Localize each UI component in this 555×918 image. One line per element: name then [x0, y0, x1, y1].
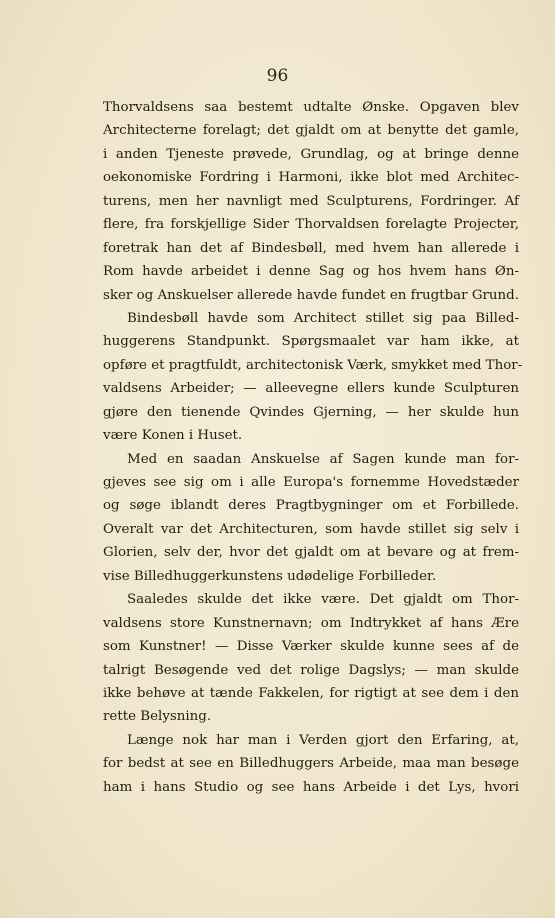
text-line: Architecterne forelagt; det gjaldt om at benytte det gamle, — [103, 123, 519, 139]
paragraph-start-line: Med en saadan Anskuelse af Sagen kunde man for- — [127, 451, 519, 467]
text-line: turens, men her navnligt med Sculpturens, Fordringer. Af — [103, 193, 519, 209]
text-line: for bedst at see en Billedhuggers Arbeide, maa man besøge — [103, 756, 519, 772]
body-text — [103, 96, 523, 799]
text-line: Thorvaldsens saa bestemt udtalte Ønske. Opgaven blev — [103, 100, 519, 115]
text-line: Rom havde arbeidet i denne Sag og hos hvem hans Øn- — [103, 264, 519, 280]
text-line: sker og Anskuelser allerede havde fundet en frugtbar Grund. — [103, 287, 519, 303]
text-line: oekonomiske Fordring i Harmoni, ikke blot med Architec- — [103, 170, 519, 186]
text-line: Glorien, selv der, hvor det gjaldt om at bevare og at frem- — [103, 545, 519, 561]
text-line: og søge iblandt deres Pragtbygninger om et Forbillede. — [103, 498, 519, 514]
paragraph-start-line: Bindesbøll havde som Architect stillet sig paa Billed- — [127, 310, 519, 326]
text-line: opføre et pragtfuldt, architectonisk Værk, smykket med Thor- — [103, 357, 523, 373]
text-line: foretrak han det af Bindesbøll, med hvem han allerede i — [103, 240, 519, 256]
text-line: gjøre den tienende Qvindes Gjerning, — her skulde hun — [103, 404, 519, 420]
text-line: Overalt var det Architecturen, som havde stillet sig selv i — [103, 521, 519, 537]
text-line: valdsens Arbeider; — alleevegne ellers kunde Sculpturen — [103, 381, 519, 397]
paragraph-end-line: rette Belysning. — [103, 709, 212, 725]
text-line: valdsens store Kunstnernavn; om Indtrykket af hans Ære — [103, 615, 519, 631]
paragraph-end-line: være Konen i Huset. — [103, 428, 243, 444]
text-line: ikke behøve at tænde Fakkelen, for rigtigt at see dem i den — [103, 685, 519, 701]
paragraph-start-line: Saaledes skulde det ikke være. Det gjaldt om Thor- — [127, 592, 519, 608]
text-line: flere, fra forskjellige Sider Thorvaldsen forelagte Projecter, — [103, 217, 519, 233]
text-line: gjeves see sig om i alle Europa's fornemme Hovedstæder — [103, 475, 519, 490]
text-line: ham i hans Studio og see hans Arbeide i det Lys, hvori — [103, 779, 519, 795]
text-line: talrigt Besøgende ved det rolige Dagslys; — man skulde — [103, 662, 519, 678]
text-line: huggerens Standpunkt. Spørgsmaalet var ham ikke, at — [103, 334, 519, 350]
text-line: som Kunstner! — Disse Værker skulde kunne sees af de — [103, 639, 519, 655]
page-number: 96 — [266, 66, 289, 86]
text-line: i anden Tjeneste prøvede, Grundlag, og at bringe denne — [103, 146, 519, 162]
paragraph-end-line: vise Billedhuggerkunstens udødelige Forbilleder. — [103, 568, 437, 584]
paragraph-start-line: Længe nok har man i Verden gjort den Erfaring, at, — [127, 732, 519, 748]
